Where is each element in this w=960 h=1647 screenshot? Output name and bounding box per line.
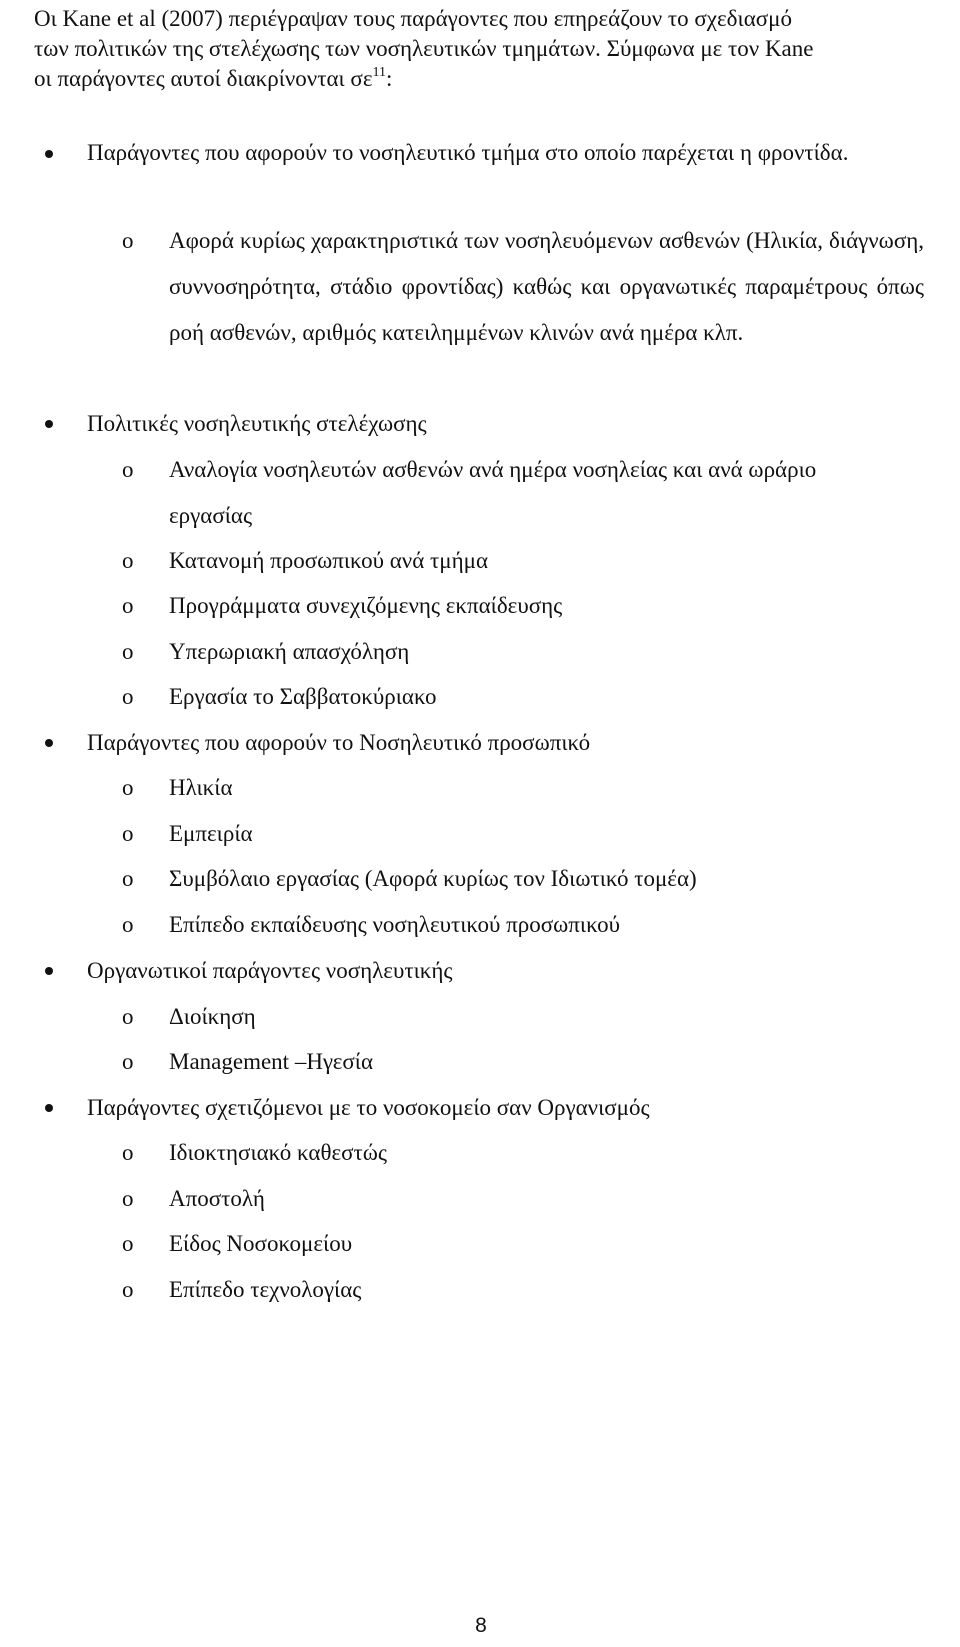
bullet-icon xyxy=(45,150,53,158)
sub-item-text: Εργασία το Σαββατοκύριακο xyxy=(169,684,437,709)
sub-bullet-icon: o xyxy=(122,1140,134,1165)
sub-item-text: Αφορά κυρίως χαρακτηριστικά των νοσηλευόμενων ασθενών (Ηλικία, διάγνωση, συννοσηρότητα, στάδιο φροντίδας) καθώς και οργανωτικές παραμέτρους όπως ροή ασθενών, αριθμός κατειλημμένων κλινών ανά ημέρα κλπ. xyxy=(169,228,924,345)
sub-bullet-icon: o xyxy=(122,775,134,800)
sub-bullet-icon: o xyxy=(122,866,134,891)
sub-bullet-icon: o xyxy=(122,548,134,573)
sub-item-text: Επίπεδο τεχνολογίας xyxy=(169,1277,362,1302)
sub-item-text: Υπερωριακή απασχόληση xyxy=(169,639,410,664)
sub-item-text: Management –Ηγεσία xyxy=(169,1049,373,1074)
sub-item-text: Αποστολή xyxy=(169,1186,265,1211)
sub-item-text: Εμπειρία xyxy=(169,821,253,846)
sub-item-text: Συμβόλαιο εργασίας (Αφορά κυρίως τον Ιδιωτικό τομέα) xyxy=(169,866,697,891)
sub-item-text: Προγράμματα συνεχιζόμενης εκπαίδευσης xyxy=(169,593,563,618)
sub-bullet-icon: o xyxy=(122,457,134,482)
sub-bullet-icon: o xyxy=(122,228,134,253)
bullet-icon xyxy=(45,739,53,747)
sub-bullet-icon: o xyxy=(122,1186,134,1211)
sub-bullet-icon: o xyxy=(122,593,134,618)
bullet-text: Παράγοντες που αφορούν το Νοσηλευτικό προσωπικό xyxy=(87,730,591,755)
bullet-icon xyxy=(45,420,53,428)
sub-bullet-icon: o xyxy=(122,912,134,937)
sub-bullet-icon: o xyxy=(122,1004,134,1029)
intro-line-3-text: οι παράγοντες αυτοί διακρίνονται σε xyxy=(34,66,373,91)
sub-item-text: Επίπεδο εκπαίδευσης νοσηλευτικού προσωπικού xyxy=(169,912,621,937)
sub-item-text: Διοίκηση xyxy=(169,1004,256,1029)
sub-bullet-icon: o xyxy=(122,1277,134,1302)
bullet-text: Παράγοντες σχετιζόμενοι με το νοσοκομείο σαν Οργανισμός xyxy=(87,1095,650,1120)
bullet-icon xyxy=(45,967,53,975)
intro-line-3-colon: : xyxy=(385,66,393,91)
sub-bullet-icon: o xyxy=(122,1049,134,1074)
sub-item-text: Αναλογία νοσηλευτών ασθενών ανά ημέρα νοσηλείας και ανά ωράριο εργασίας xyxy=(169,457,817,528)
intro-line-1: Οι Kane et al (2007) περιέγραψαν τους παράγοντες που επηρεάζουν το σχεδιασμό xyxy=(34,6,792,31)
sub-bullet-icon: o xyxy=(122,821,134,846)
sub-item-text: Ηλικία xyxy=(169,775,233,800)
sub-bullet-icon: o xyxy=(122,684,134,709)
intro-paragraph xyxy=(34,4,934,94)
bullet-text: Οργανωτικοί παράγοντες νοσηλευτικής xyxy=(87,958,453,983)
sub-item-text: Ιδιοκτησιακό καθεστώς xyxy=(169,1140,388,1165)
sub-bullet-icon: o xyxy=(122,1231,134,1256)
citation-superscript: 11 xyxy=(372,65,386,80)
page-number: 8 xyxy=(475,1614,487,1637)
intro-line-3 xyxy=(34,64,934,94)
sub-item-text: Είδος Νοσοκομείου xyxy=(169,1231,353,1256)
bullet-text: Πολιτικές νοσηλευτικής στελέχωσης xyxy=(87,411,427,436)
bullet-icon xyxy=(45,1104,53,1112)
sub-bullet-icon: o xyxy=(122,639,134,664)
bullet-text: Παράγοντες που αφορούν το νοσηλευτικό τμήμα στο οποίο παρέχεται η φροντίδα. xyxy=(87,140,849,165)
sub-item-text: Κατανομή προσωπικού ανά τμήμα xyxy=(169,548,488,573)
intro-line-2: των πολιτικών της στελέχωσης των νοσηλευτικών τμημάτων. Σύμφωνα με τον Kane xyxy=(34,36,814,61)
